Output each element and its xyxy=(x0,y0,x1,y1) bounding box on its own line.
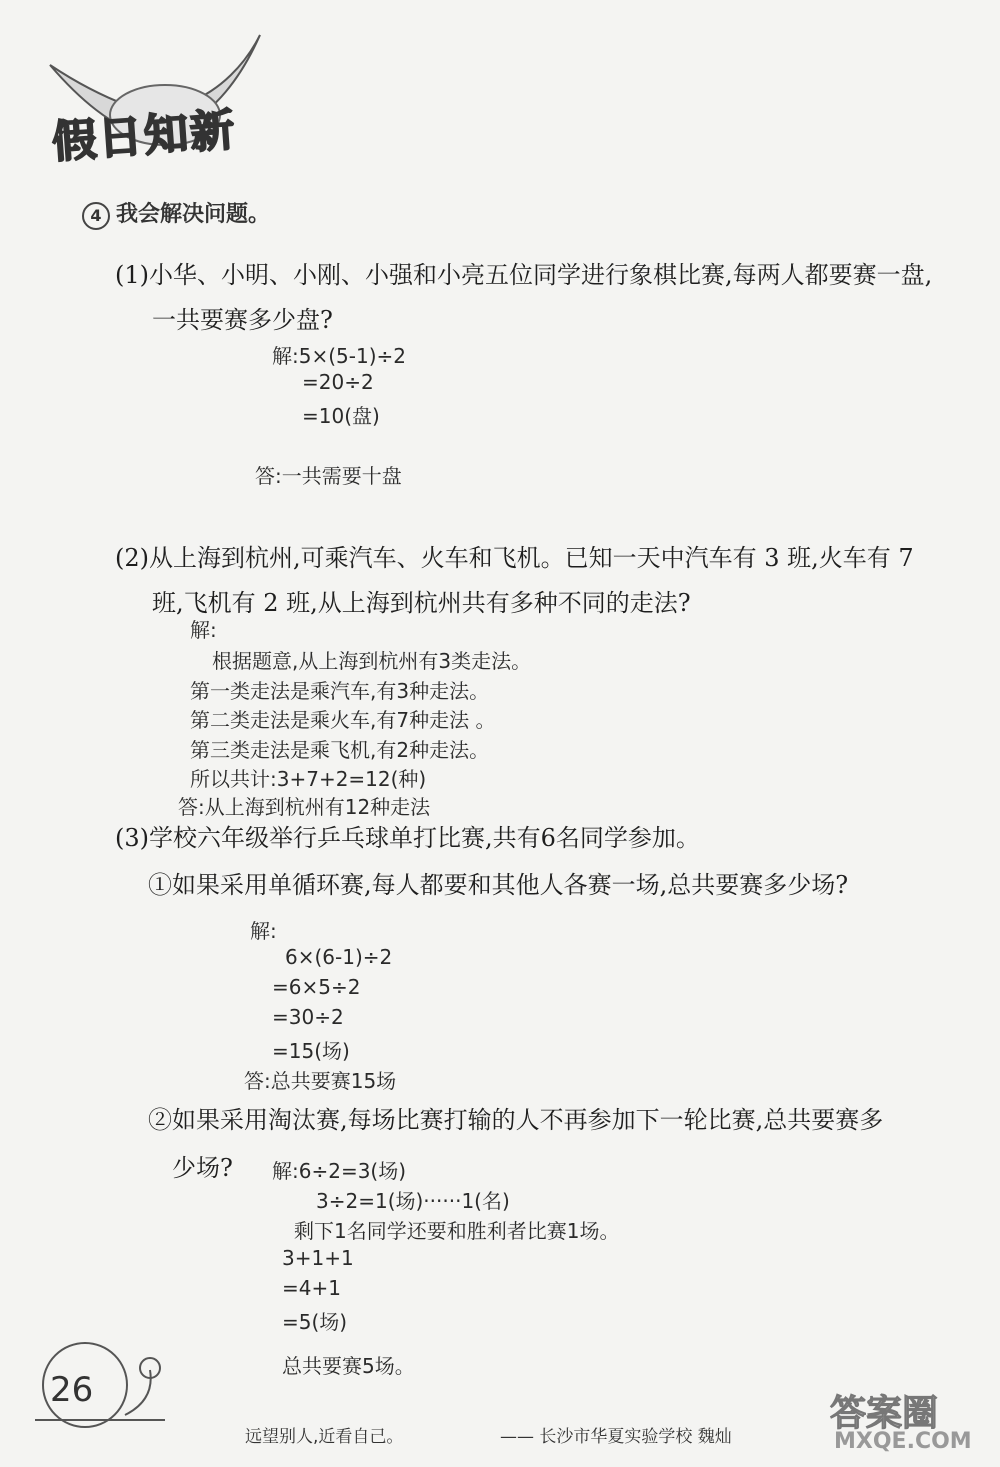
footer-attribution: —— 长沙市华夏实验学校 魏灿 xyxy=(500,1427,732,1447)
watermark-bottom-text: MXQE.COM xyxy=(834,1429,972,1454)
section-heading xyxy=(82,197,270,230)
q2-answer: 答:从上海到杭州有12种走法 xyxy=(178,795,431,819)
snail-icon xyxy=(25,1330,175,1430)
q2-solution-4: 第三类走法是乘飞机,有2种走法。 xyxy=(190,738,490,762)
q3-sub2-answer: 总共要赛5场。 xyxy=(282,1354,415,1378)
q2-solution-5: 所以共计:3+7+2=12(种) xyxy=(190,767,427,791)
q1-answer: 答:一共需要十盘 xyxy=(255,464,402,488)
q3-sub2-solution-6: =5(场) xyxy=(282,1310,348,1334)
page-number: 26 xyxy=(50,1370,94,1410)
watermark-logo xyxy=(820,1385,990,1460)
q2-solution-1: 根据题意,从上海到杭州有3类走法。 xyxy=(212,649,532,673)
q2-solution-0: 解: xyxy=(190,618,217,642)
q3-sub2-line1: ②如果采用淘汰赛,每场比赛打输的人不再参加下一轮比赛,总共要赛多 xyxy=(148,1106,884,1134)
q3-line1: (3)学校六年级举行乒乓球单打比赛,共有6名同学参加。 xyxy=(115,824,700,852)
q3-sub2-line2: 少场? xyxy=(172,1154,233,1182)
q1-line2: 一共要赛多少盘? xyxy=(152,306,333,334)
q3-sub1-answer: 答:总共要赛15场 xyxy=(244,1069,397,1093)
q1-line1: (1)小华、小明、小刚、小强和小亮五位同学进行象棋比赛,每两人都要赛一盘, xyxy=(115,261,933,289)
logo-title: 假日知新 xyxy=(50,104,238,169)
footer-quote: 远望别人,近看自己。 xyxy=(245,1427,404,1447)
q3-sub2-solution-5: =4+1 xyxy=(282,1276,341,1300)
q2-line2: 班,飞机有 2 班,从上海到杭州共有多种不同的走法? xyxy=(152,589,691,617)
q3-sub1-solution-2: =6×5÷2 xyxy=(272,975,361,999)
section-number-badge: 4 xyxy=(82,202,110,230)
q1-solution-1: 解:5×(5-1)÷2 xyxy=(272,344,406,368)
q2-solution-2: 第一类走法是乘汽车,有3种走法。 xyxy=(190,679,490,703)
q2-solution-3: 第二类走法是乘火车,有7种走法 。 xyxy=(190,708,496,732)
q3-sub2-solution-1: 解:6÷2=3(场) xyxy=(272,1159,407,1183)
q3-sub2-solution-3: 剩下1名同学还要和胜利者比赛1场。 xyxy=(294,1219,620,1243)
q3-sub1-solution-4: =15(场) xyxy=(272,1039,350,1063)
q3-sub1-question: ①如果采用单循环赛,每人都要和其他人各赛一场,总共要赛多少场? xyxy=(148,871,849,899)
section-title: 我会解决问题。 xyxy=(116,202,271,227)
q3-sub1-solution-0: 解: xyxy=(250,919,277,943)
q2-line1: (2)从上海到杭州,可乘汽车、火车和飞机。已知一天中汽车有 3 班,火车有 7 xyxy=(115,544,914,572)
q1-solution-2: =20÷2 xyxy=(302,370,374,394)
q3-sub2-solution-4: 3+1+1 xyxy=(282,1246,354,1270)
q3-sub2-solution-2: 3÷2=1(场)······1(名) xyxy=(316,1189,510,1213)
q3-sub1-solution-1: 6×(6-1)÷2 xyxy=(285,945,393,969)
q1-solution-3: =10(盘) xyxy=(302,404,380,428)
watermark-top-text: 答案圈 xyxy=(830,1393,939,1434)
q3-sub1-solution-3: =30÷2 xyxy=(272,1005,344,1029)
